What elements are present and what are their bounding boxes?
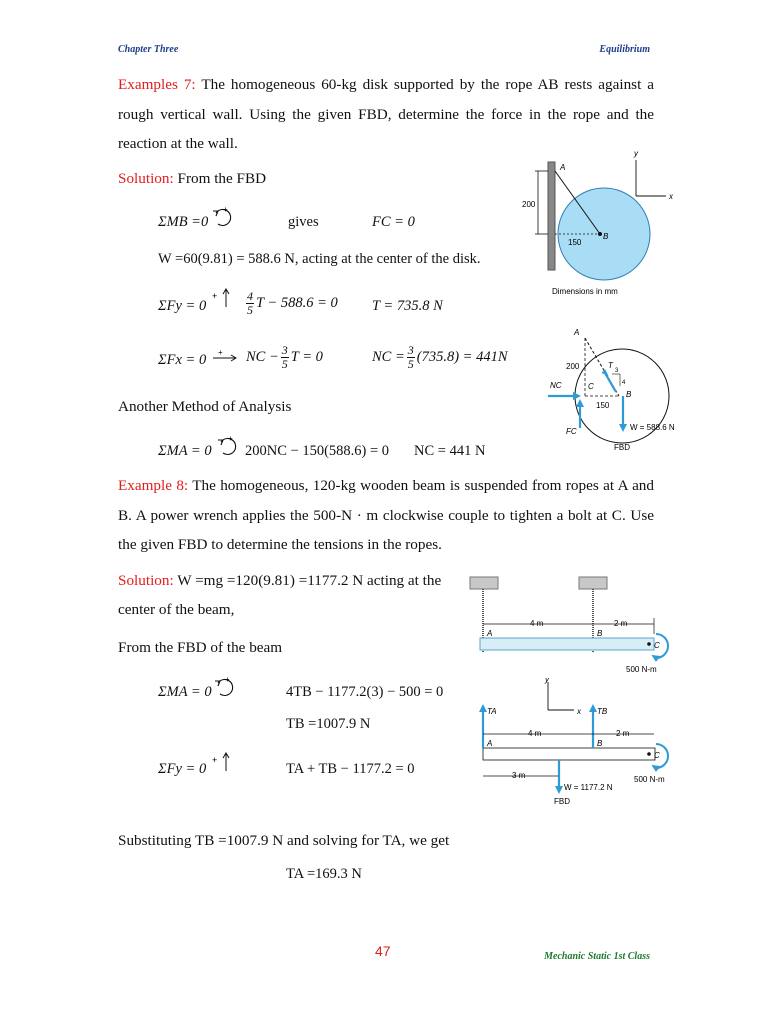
eq-t-result: T = 735.8 N	[372, 298, 443, 314]
eq-fy-body: $\frac{4}{5}$ T − 588.6 = 0	[247, 289, 338, 317]
svg-text:4 m: 4 m	[530, 619, 544, 628]
page-number: 47	[375, 943, 391, 959]
svg-text:x: x	[669, 192, 673, 201]
example-8-solution	[118, 572, 441, 590]
svg-text:4: 4	[622, 380, 626, 386]
svg-text:150: 150	[568, 238, 582, 247]
course-footer: Mechanic Static 1st Class	[544, 951, 650, 962]
solution-label: Solution:	[118, 170, 174, 187]
weight-line: W =60(9.81) = 588.6 N, acting at the center of the disk.	[158, 251, 481, 267]
svg-text:200: 200	[522, 200, 536, 209]
svg-text:2 m: 2 m	[614, 619, 628, 628]
svg-text:200: 200	[566, 362, 580, 371]
ccw-moment-icon	[210, 203, 236, 229]
solution-text-cont: center of the beam,	[118, 601, 235, 618]
up-arrow-sign-icon	[212, 751, 232, 773]
svg-text:A: A	[560, 163, 566, 172]
svg-text:B: B	[603, 232, 609, 241]
eq-moment-a-beam: ΣMA = 0	[158, 684, 212, 700]
beam-fbd-figure	[466, 678, 676, 818]
svg-text:Dimensions in mm: Dimensions in mm	[552, 287, 618, 296]
svg-text:+: +	[225, 675, 230, 684]
example-8-text: The homogeneous, 120-kg wooden beam is suspended from ropes at A and B. A power wrench applies the 500-N · m clockwise couple to tighten a bolt at C. Use the given FBD to determine the tensions in the ropes.	[118, 477, 654, 553]
svg-text:C: C	[588, 382, 594, 391]
ccw-moment-icon	[215, 432, 241, 458]
eq-nc-alt-result: NC = 441 N	[414, 443, 486, 459]
svg-text:TB: TB	[597, 707, 608, 716]
right-arrow-sign-icon	[212, 348, 238, 362]
disk-fbd-figure	[536, 326, 696, 456]
eq-gives: gives	[288, 214, 319, 230]
eq-nc-result: NC = $\frac{3}{5}$ (735.8) = 441N	[372, 343, 508, 371]
svg-text:W = 588.6 N: W = 588.6 N	[630, 423, 675, 432]
from-fbd-line: From the FBD of the beam	[118, 639, 283, 656]
example-8-label: Example 8:	[118, 477, 189, 494]
section-header: Equilibrium	[599, 44, 650, 55]
eq-moment-a: ΣMA = 0	[158, 443, 212, 459]
chapter-header: Chapter Three	[118, 44, 179, 55]
svg-text:500 N-m: 500 N-m	[626, 665, 657, 674]
svg-text:+: +	[228, 434, 233, 443]
eq-sum-fy-beam: ΣFy = 0	[158, 761, 207, 777]
svg-text:+: +	[212, 755, 218, 765]
svg-text:+: +	[218, 348, 223, 357]
example-8-statement	[118, 471, 654, 560]
example-7-label: Examples 7:	[118, 76, 196, 93]
another-method-heading: Another Method of Analysis	[118, 398, 292, 415]
svg-text:y: y	[634, 149, 638, 158]
svg-text:+: +	[223, 205, 228, 214]
svg-text:3: 3	[615, 368, 619, 374]
eq-sum-fx: ΣFx = 0	[158, 352, 207, 368]
svg-text:W = 1177.2 N: W = 1177.2 N	[564, 783, 613, 792]
svg-text:500 N-m: 500 N-m	[634, 775, 665, 784]
svg-text:y: y	[545, 678, 549, 684]
svg-text:A: A	[574, 328, 580, 337]
eq-fc-zero: FC = 0	[372, 214, 415, 230]
example-7-text: The homogeneous 60-kg disk supported by the rope AB rests against a rough vertical wall. Using the given FBD, determine the force in the rope and the reaction at the wall.	[118, 76, 654, 152]
svg-text:FC: FC	[566, 427, 577, 436]
svg-text:A: A	[487, 629, 493, 638]
eq-sum-fy: ΣFy = 0	[158, 298, 207, 314]
solution-text: From the FBD	[173, 170, 267, 187]
eq-tb-result: TB =1007.9 N	[286, 716, 371, 732]
example-7-solution	[118, 170, 266, 188]
eq-moment-a-body: 200NC − 150(588.6) = 0	[245, 443, 390, 459]
solution-label: Solution:	[118, 572, 174, 589]
svg-text:NC: NC	[550, 381, 562, 390]
eq-sum-fy-beam-body: TA + TB − 1177.2 = 0	[286, 761, 415, 777]
svg-text:B: B	[597, 739, 603, 748]
svg-text:4 m: 4 m	[528, 729, 542, 738]
svg-text:A: A	[487, 739, 493, 748]
eq-fx-body: NC − $\frac{3}{5}$ T = 0	[246, 343, 323, 371]
svg-text:FBD: FBD	[554, 797, 570, 806]
substitution-line: Substituting TB =1007.9 N and solving for TA, we get	[118, 832, 450, 849]
svg-text:T: T	[608, 361, 613, 370]
solution-text: W =mg =120(9.81) =1177.2 N acting at the	[173, 572, 442, 589]
svg-text:FBD: FBD	[614, 443, 630, 452]
beam-figure	[466, 574, 676, 678]
svg-text:150: 150	[596, 401, 610, 410]
svg-text:+: +	[212, 291, 218, 301]
svg-text:B: B	[597, 629, 603, 638]
svg-text:2 m: 2 m	[616, 729, 630, 738]
eq-ta-result: TA =169.3 N	[286, 866, 362, 882]
svg-text:C: C	[654, 641, 660, 650]
svg-text:TA: TA	[487, 707, 497, 716]
disk-wall-figure	[518, 146, 688, 298]
svg-text:x: x	[577, 707, 581, 716]
eq-moment-a-beam-body: 4TB − 1177.2(3) − 500 = 0	[286, 684, 444, 700]
svg-text:B: B	[626, 390, 632, 399]
up-arrow-sign-icon	[212, 287, 232, 309]
svg-text:3 m: 3 m	[512, 771, 526, 780]
eq-moment-b: ΣMB =0	[158, 214, 209, 230]
svg-text:C: C	[654, 751, 660, 760]
ccw-moment-icon	[212, 673, 238, 699]
